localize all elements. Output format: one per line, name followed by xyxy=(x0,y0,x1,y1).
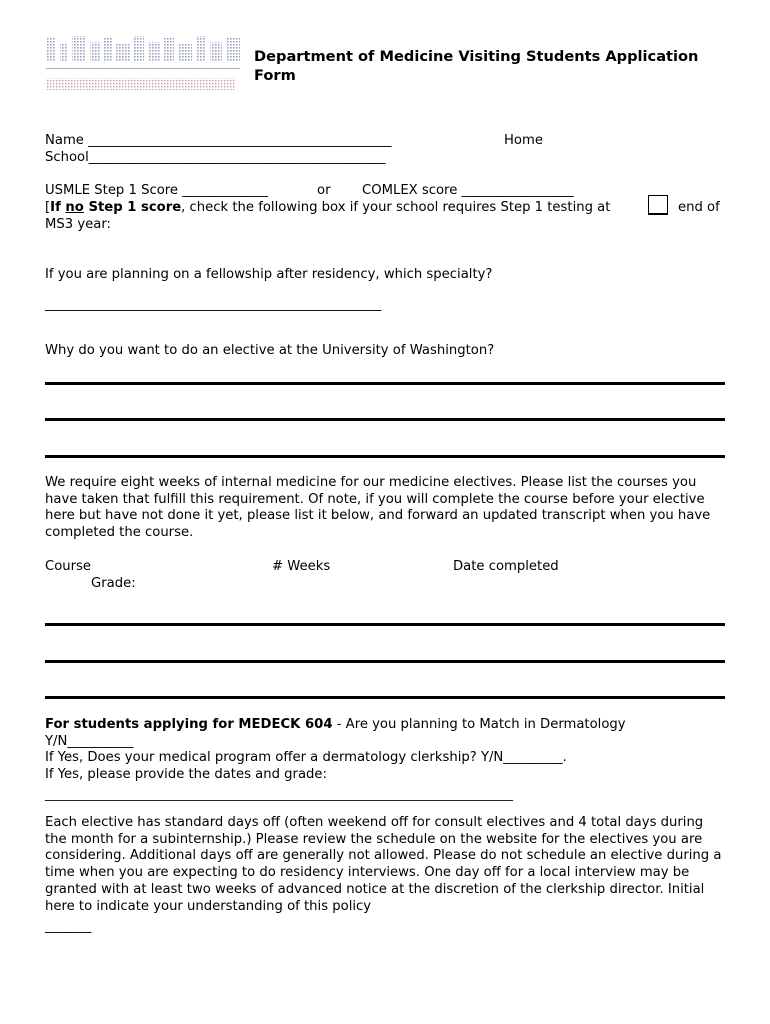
fellowship-field[interactable]: ___________________________________________________ xyxy=(45,297,382,312)
days-off-policy: Each elective has standard days off (often weekend off for consult electives and 4 total days during the month for a subinternship.) Please review the schedule on the website for the electives you are considering. Additional days off are generally not allowed. Please do not schedule an elective during a time when you are expecting to do residency interviews. One day off for a local interview may be granted with at least two weeks of advanced notice at the discretion of the clerkship director. Initial here to indicate your understanding of this policy xyxy=(45,815,722,914)
policy-initial-field[interactable]: _______ xyxy=(45,919,92,934)
comlex-score-field[interactable]: COMLEX score _________________ xyxy=(362,183,574,198)
why-answer-line-2[interactable] xyxy=(45,418,725,421)
school-field[interactable]: School_____________________________________________ xyxy=(45,150,386,165)
uw-medicine-logo-icon xyxy=(44,32,244,96)
why-answer-line-3[interactable] xyxy=(45,455,725,458)
course-entry-line-2[interactable] xyxy=(45,660,725,663)
dermatology-question xyxy=(45,716,626,733)
why-answer-line-1[interactable] xyxy=(45,382,725,385)
step1-requirement-checkbox[interactable] xyxy=(648,195,668,215)
home-label: Home xyxy=(504,133,543,148)
dermatology-match-question: - Are you planning to Match in Dermatology xyxy=(332,717,626,732)
dermatology-clerkship-field[interactable]: If Yes, Does your medical program offer a dermatology clerkship? Y/N_________. xyxy=(45,750,567,765)
or-label: or xyxy=(317,183,331,198)
weeks-column-label: # Weeks xyxy=(272,559,331,574)
step1-open-bracket: [ xyxy=(45,200,51,215)
course-entry-line-1[interactable] xyxy=(45,623,725,626)
usmle-score-field[interactable]: USMLE Step 1 Score _____________ xyxy=(45,183,268,198)
course-entry-line-3[interactable] xyxy=(45,696,725,699)
step1-instruction xyxy=(45,199,610,216)
date-completed-column-label: Date completed xyxy=(453,559,559,574)
step1-end-label: end of xyxy=(678,200,720,215)
course-column-label: Course xyxy=(45,559,92,574)
fellowship-question: If you are planning on a fellowship after residency, which specialty? xyxy=(45,267,493,282)
courses-instructions: We require eight weeks of internal medicine for our medicine electives. Please list the courses you have taken that fulfill this requirement. Of note, if you will complete the course before your elective here but have not done it yet, please list it below, and forward an updated transcript when you have completed the course. xyxy=(45,475,711,541)
dermatology-dates-label: If Yes, please provide the dates and grade: xyxy=(45,767,327,782)
dermatology-yn-field[interactable]: Y/N__________ xyxy=(45,734,134,749)
name-field[interactable]: Name ______________________________________________ xyxy=(45,133,392,148)
medeck-604-label: For students applying for MEDECK 604 xyxy=(45,717,333,732)
why-elective-question: Why do you want to do an elective at the University of Washington? xyxy=(45,343,495,358)
step1-score: Step 1 score xyxy=(83,200,182,215)
ms3-year-label: MS3 year: xyxy=(45,217,111,232)
step1-rest: , check the following box if your school requires Step 1 testing at xyxy=(181,200,611,215)
page-title: Department of Medicine Visiting Students Application Form xyxy=(254,48,699,84)
dermatology-dates-field[interactable]: ______________________________________________________________________________ xyxy=(45,787,513,801)
grade-column-label: Grade: xyxy=(91,576,136,591)
step1-no: no xyxy=(65,200,84,215)
step1-if: If xyxy=(50,200,66,215)
